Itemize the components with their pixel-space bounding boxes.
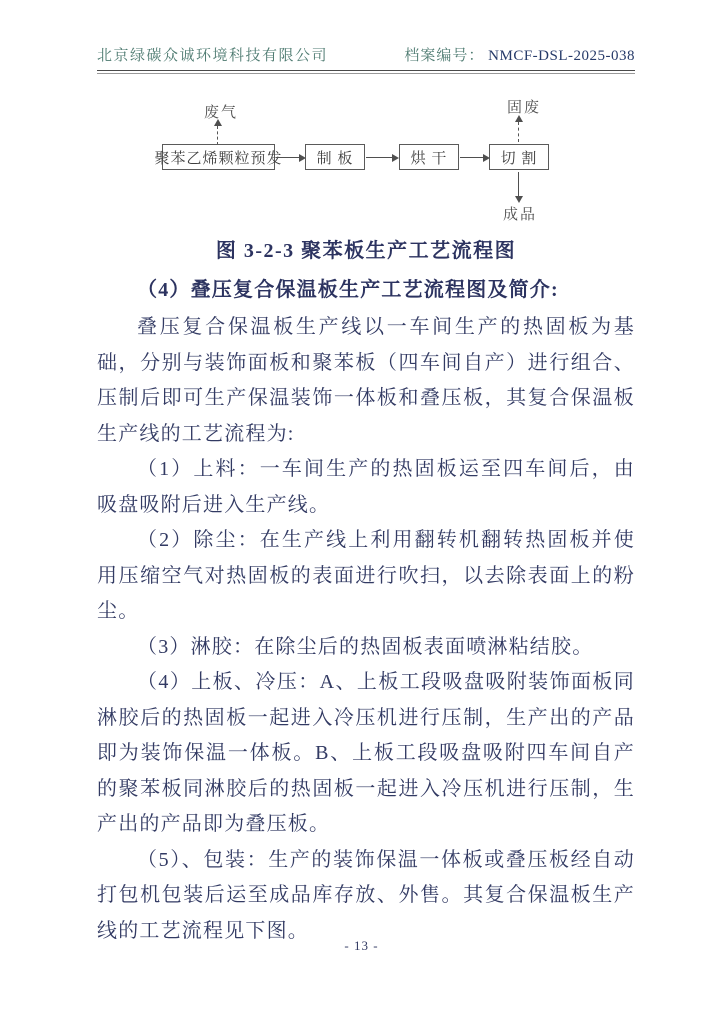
paragraph-step5: （5）、包装：生产的装饰保温一体板或叠压板经自动打包机包装后运至成品库存放、外售。其复合保温板生产线的工艺流程见下图。 — [97, 848, 635, 942]
arrow-right-3-icon — [460, 157, 483, 158]
paragraph-step1: （1）上料：一车间生产的热固板运至四车间后，由吸盘吸附后进入生产线。 — [97, 458, 635, 516]
flow-box-drying: 烘 干 — [399, 144, 459, 170]
process-flowchart — [0, 0, 723, 235]
waste-gas-label: 废气 — [204, 105, 239, 121]
archive-number-value: NMCF-DSL-2025-038 — [488, 48, 635, 64]
flow-box-board-making: 制 板 — [305, 144, 365, 170]
dashed-arrow-up-solid-waste-icon — [518, 122, 519, 142]
paragraph-step2: （2）除尘：在生产线上利用翻转机翻转热固板并使用压缩空气对热固板的表面进行吹扫，以去除表面上的粉尘。 — [97, 529, 635, 622]
company-name: 北京绿碳众诚环境科技有限公司 — [97, 48, 329, 64]
paragraph-intro: 叠压复合保温板生产线以一车间生产的热固板为基础，分别与装饰面板和聚苯板（四车间自产）进行组合、压制后即可生产保温装饰一体板和叠压板，其复合保温板生产线的工艺流程为: — [97, 316, 635, 445]
paragraph-step4: （4）上板、冷压：A、上板工段吸盘吸附装饰面板同淋胶后的热固板一起进入冷压机进行压制，生产出的产品即为装饰保温一体板。B、上板工段吸盘吸附四车间自产的聚苯板同淋胶后的热固板一起进入冷压机进行压制，生产出的产品即为叠压板。 — [97, 671, 635, 835]
section-heading: （4）叠压复合保温板生产工艺流程图及简介: — [137, 278, 559, 301]
arrow-down-product-icon — [518, 172, 519, 196]
dashed-arrow-up-waste-gas-icon — [217, 126, 218, 145]
solid-waste-label: 固废 — [507, 100, 542, 116]
product-label: 成品 — [503, 207, 538, 223]
flow-box-cutting: 切 割 — [489, 144, 549, 170]
arrow-right-1-icon — [276, 157, 299, 158]
arrow-right-2-icon — [366, 157, 392, 158]
archive-number-label: 档案编号： — [404, 48, 485, 64]
document-body — [97, 234, 635, 949]
page-number: - 13 - — [344, 938, 379, 953]
figure-caption: 图 3-2-3 聚苯板生产工艺流程图 — [215, 240, 517, 262]
flow-box-pre-expansion: 聚苯乙烯颗粒预发 — [162, 144, 275, 170]
paragraph-step3: （3）淋胶：在除尘后的热固板表面喷淋粘结胶。 — [137, 635, 594, 658]
